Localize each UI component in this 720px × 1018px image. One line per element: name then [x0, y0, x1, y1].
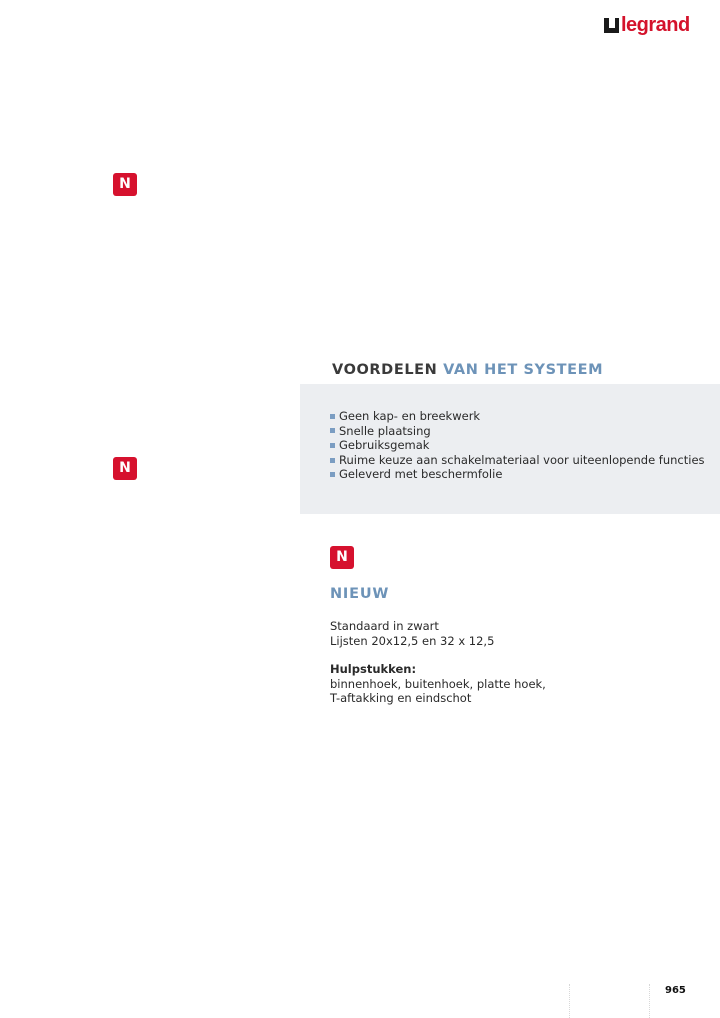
- new-section-description: [330, 619, 494, 648]
- legrand-mark-icon: [604, 18, 619, 33]
- new-badge-section: N: [330, 546, 354, 569]
- footer-divider: [569, 984, 571, 1018]
- benefits-list: [330, 409, 705, 482]
- square-bullet-icon: [330, 472, 335, 477]
- benefit-text: Geen kap- en breekwerk: [339, 409, 481, 423]
- list-item: [330, 467, 705, 482]
- new-badge-middle: N: [113, 457, 137, 480]
- benefit-text: Geleverd met beschermfolie: [339, 467, 503, 482]
- benefits-title: [332, 362, 603, 378]
- square-bullet-icon: [330, 458, 335, 463]
- list-item: [330, 438, 705, 453]
- new-section-title: NIEUW: [330, 586, 390, 602]
- brand-name: legrand: [621, 14, 690, 36]
- benefits-box: [300, 384, 720, 514]
- accessories-heading: Hulpstukken:: [330, 662, 417, 676]
- description-line: Lijsten 20x12,5 en 32 x 12,5: [330, 633, 495, 648]
- footer-divider: [649, 984, 651, 1018]
- list-item: [330, 453, 705, 468]
- square-bullet-icon: [330, 428, 335, 433]
- description-line: Standaard in zwart: [330, 619, 439, 633]
- benefit-text: Gebruiksgemak: [339, 438, 430, 453]
- accessories-line: T-aftakking en eindschot: [330, 691, 472, 706]
- benefits-title-part2: VAN HET SYSTEEM: [443, 362, 604, 378]
- square-bullet-icon: [330, 443, 335, 448]
- square-bullet-icon: [330, 414, 335, 419]
- accessories-line: binnenhoek, buitenhoek, platte hoek,: [330, 676, 546, 691]
- page-number: 965: [665, 985, 686, 996]
- benefit-text: Snelle plaatsing: [339, 423, 431, 438]
- benefit-text: Ruime keuze aan schakelmateriaal voor uiteenlopende functies: [339, 452, 705, 467]
- new-badge-top: N: [113, 173, 137, 196]
- benefits-title-part1: VOORDELEN: [332, 362, 438, 378]
- accessories-block: [330, 662, 546, 706]
- list-item: [330, 424, 705, 439]
- legrand-logo: [604, 14, 690, 36]
- list-item: [330, 409, 705, 424]
